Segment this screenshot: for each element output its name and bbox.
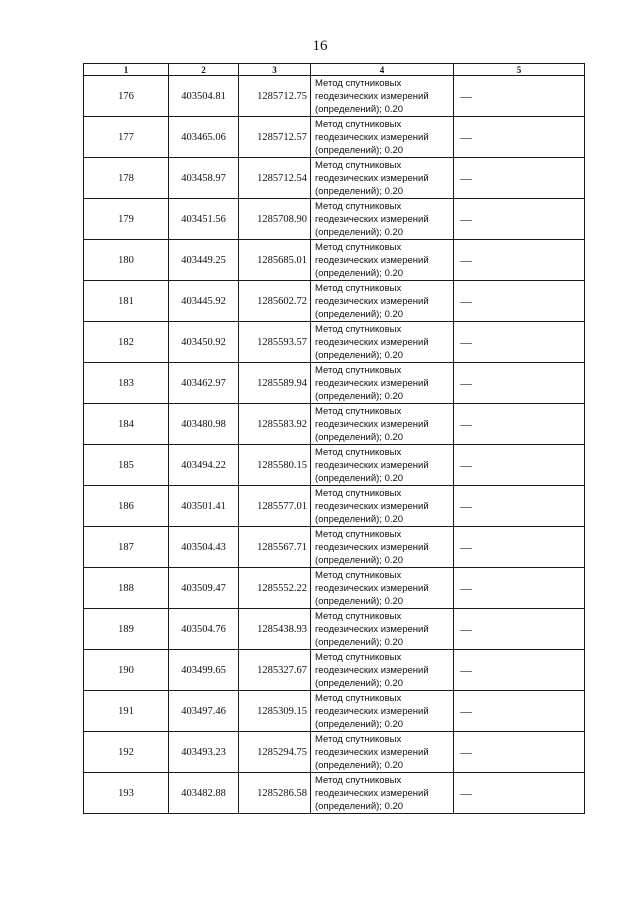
point-number-cell: 181 [84, 281, 169, 322]
note-cell: — [454, 363, 585, 404]
page-number: 16 [312, 38, 328, 54]
x-coordinate-cell: 403445.92 [169, 281, 239, 322]
note-cell: — [454, 691, 585, 732]
x-coordinate-cell: 403494.22 [169, 445, 239, 486]
method-line: (определений); 0.20 [315, 103, 404, 115]
note-cell: — [454, 117, 585, 158]
method-cell [311, 199, 454, 240]
table-row [84, 445, 585, 486]
y-coordinate-cell: 1285309.15 [239, 691, 311, 732]
note-cell: — [454, 773, 585, 814]
method-line: Метод спутниковых [315, 651, 402, 663]
method-line: геодезических измерений [315, 787, 429, 799]
y-coordinate-cell: 1285712.57 [239, 117, 311, 158]
method-line: геодезических измерений [315, 172, 429, 184]
method-line: Метод спутниковых [315, 364, 402, 376]
point-number-cell: 188 [84, 568, 169, 609]
method-line: Метод спутниковых [315, 692, 402, 704]
method-line: геодезических измерений [315, 336, 429, 348]
table-row [84, 773, 585, 814]
table-row [84, 527, 585, 568]
table-body [84, 76, 585, 814]
method-line: Метод спутниковых [315, 733, 402, 745]
method-line: Метод спутниковых [315, 528, 402, 540]
method-line: геодезических измерений [315, 541, 429, 553]
point-number-cell: 185 [84, 445, 169, 486]
method-cell [311, 568, 454, 609]
point-number-cell: 177 [84, 117, 169, 158]
point-number-cell: 189 [84, 609, 169, 650]
method-line: Метод спутниковых [315, 610, 402, 622]
method-line: геодезических измерений [315, 377, 429, 389]
point-number-cell: 178 [84, 158, 169, 199]
method-line: Метод спутниковых [315, 118, 402, 130]
table-row [84, 76, 585, 117]
y-coordinate-cell: 1285438.93 [239, 609, 311, 650]
method-line: геодезических измерений [315, 295, 429, 307]
method-line: (определений); 0.20 [315, 513, 404, 525]
method-line: геодезических измерений [315, 213, 429, 225]
y-coordinate-cell: 1285593.57 [239, 322, 311, 363]
point-number-cell: 184 [84, 404, 169, 445]
point-number-cell: 190 [84, 650, 169, 691]
method-line: (определений); 0.20 [315, 718, 404, 730]
method-cell [311, 76, 454, 117]
method-line: геодезических измерений [315, 582, 429, 594]
method-line: (определений); 0.20 [315, 267, 404, 279]
method-cell [311, 650, 454, 691]
y-coordinate-cell: 1285712.75 [239, 76, 311, 117]
method-line: (определений); 0.20 [315, 554, 404, 566]
column-header-1: 1 [84, 64, 169, 76]
method-line: (определений); 0.20 [315, 759, 404, 771]
table-row [84, 158, 585, 199]
x-coordinate-cell: 403497.46 [169, 691, 239, 732]
method-line: (определений); 0.20 [315, 185, 404, 197]
method-cell [311, 773, 454, 814]
table-row [84, 281, 585, 322]
method-line: Метод спутниковых [315, 487, 402, 499]
x-coordinate-cell: 403465.06 [169, 117, 239, 158]
table-row [84, 568, 585, 609]
x-coordinate-cell: 403504.76 [169, 609, 239, 650]
method-line: геодезических измерений [315, 90, 429, 102]
table-row [84, 404, 585, 445]
x-coordinate-cell: 403501.41 [169, 486, 239, 527]
method-line: геодезических измерений [315, 418, 429, 430]
x-coordinate-cell: 403504.81 [169, 76, 239, 117]
point-number-cell: 176 [84, 76, 169, 117]
note-cell: — [454, 404, 585, 445]
table-row [84, 363, 585, 404]
note-cell: — [454, 199, 585, 240]
y-coordinate-cell: 1285580.15 [239, 445, 311, 486]
method-line: геодезических измерений [315, 623, 429, 635]
x-coordinate-cell: 403504.43 [169, 527, 239, 568]
note-cell: — [454, 568, 585, 609]
y-coordinate-cell: 1285286.58 [239, 773, 311, 814]
y-coordinate-cell: 1285602.72 [239, 281, 311, 322]
method-line: геодезических измерений [315, 500, 429, 512]
column-header-5: 5 [454, 64, 585, 76]
method-cell [311, 363, 454, 404]
method-cell [311, 609, 454, 650]
method-line: Метод спутниковых [315, 774, 402, 786]
method-cell [311, 404, 454, 445]
y-coordinate-cell: 1285552.22 [239, 568, 311, 609]
method-line: геодезических измерений [315, 131, 429, 143]
method-line: (определений); 0.20 [315, 308, 404, 320]
method-line: (определений); 0.20 [315, 472, 404, 484]
table-row [84, 199, 585, 240]
x-coordinate-cell: 403451.56 [169, 199, 239, 240]
note-cell: — [454, 76, 585, 117]
table-row [84, 650, 585, 691]
y-coordinate-cell: 1285583.92 [239, 404, 311, 445]
method-line: Метод спутниковых [315, 446, 402, 458]
x-coordinate-cell: 403499.65 [169, 650, 239, 691]
note-cell: — [454, 281, 585, 322]
y-coordinate-cell: 1285577.01 [239, 486, 311, 527]
method-line: (определений); 0.20 [315, 144, 404, 156]
method-cell [311, 322, 454, 363]
note-cell: — [454, 650, 585, 691]
method-line: (определений); 0.20 [315, 800, 404, 812]
table-row [84, 486, 585, 527]
method-line: Метод спутниковых [315, 405, 402, 417]
point-number-cell: 182 [84, 322, 169, 363]
y-coordinate-cell: 1285712.54 [239, 158, 311, 199]
note-cell: — [454, 609, 585, 650]
method-line: (определений); 0.20 [315, 349, 404, 361]
method-line: Метод спутниковых [315, 569, 402, 581]
table-row [84, 732, 585, 773]
method-cell [311, 486, 454, 527]
table-row [84, 322, 585, 363]
method-cell [311, 240, 454, 281]
method-line: Метод спутниковых [315, 159, 402, 171]
x-coordinate-cell: 403509.47 [169, 568, 239, 609]
method-line: геодезических измерений [315, 705, 429, 717]
method-line: геодезических измерений [315, 459, 429, 471]
y-coordinate-cell: 1285294.75 [239, 732, 311, 773]
method-line: Метод спутниковых [315, 323, 402, 335]
note-cell: — [454, 322, 585, 363]
x-coordinate-cell: 403462.97 [169, 363, 239, 404]
note-cell: — [454, 445, 585, 486]
table-row [84, 609, 585, 650]
method-line: Метод спутниковых [315, 241, 402, 253]
y-coordinate-cell: 1285327.67 [239, 650, 311, 691]
point-number-cell: 183 [84, 363, 169, 404]
method-cell [311, 117, 454, 158]
method-cell [311, 527, 454, 568]
point-number-cell: 191 [84, 691, 169, 732]
method-line: (определений); 0.20 [315, 390, 404, 402]
x-coordinate-cell: 403493.23 [169, 732, 239, 773]
table-row [84, 240, 585, 281]
x-coordinate-cell: 403458.97 [169, 158, 239, 199]
y-coordinate-cell: 1285708.90 [239, 199, 311, 240]
method-line: Метод спутниковых [315, 200, 402, 212]
y-coordinate-cell: 1285567.71 [239, 527, 311, 568]
coordinates-table [83, 63, 585, 814]
point-number-cell: 179 [84, 199, 169, 240]
y-coordinate-cell: 1285685.01 [239, 240, 311, 281]
table-row [84, 117, 585, 158]
method-line: (определений); 0.20 [315, 636, 404, 648]
x-coordinate-cell: 403450.92 [169, 322, 239, 363]
table-header-row [84, 64, 585, 76]
method-line: геодезических измерений [315, 664, 429, 676]
y-coordinate-cell: 1285589.94 [239, 363, 311, 404]
method-line: Метод спутниковых [315, 77, 402, 89]
note-cell: — [454, 527, 585, 568]
method-line: (определений); 0.20 [315, 677, 404, 689]
method-line: (определений); 0.20 [315, 431, 404, 443]
column-header-3: 3 [239, 64, 311, 76]
note-cell: — [454, 732, 585, 773]
point-number-cell: 192 [84, 732, 169, 773]
point-number-cell: 180 [84, 240, 169, 281]
column-header-4: 4 [311, 64, 454, 76]
column-header-2: 2 [169, 64, 239, 76]
method-line: (определений); 0.20 [315, 595, 404, 607]
point-number-cell: 186 [84, 486, 169, 527]
method-cell [311, 281, 454, 322]
note-cell: — [454, 486, 585, 527]
x-coordinate-cell: 403482.88 [169, 773, 239, 814]
method-cell [311, 445, 454, 486]
method-line: Метод спутниковых [315, 282, 402, 294]
method-line: геодезических измерений [315, 746, 429, 758]
method-cell [311, 691, 454, 732]
note-cell: — [454, 240, 585, 281]
method-line: (определений); 0.20 [315, 226, 404, 238]
method-line: геодезических измерений [315, 254, 429, 266]
point-number-cell: 193 [84, 773, 169, 814]
method-cell [311, 732, 454, 773]
method-cell [311, 158, 454, 199]
note-cell: — [454, 158, 585, 199]
x-coordinate-cell: 403449.25 [169, 240, 239, 281]
x-coordinate-cell: 403480.98 [169, 404, 239, 445]
table-row [84, 691, 585, 732]
point-number-cell: 187 [84, 527, 169, 568]
